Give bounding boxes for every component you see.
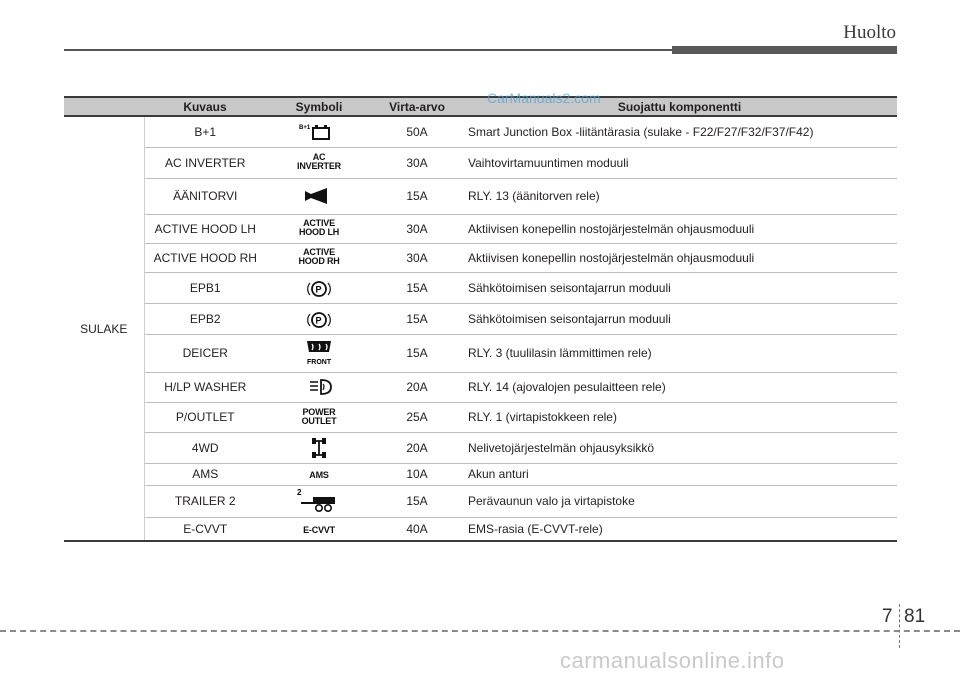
fuse-rating: 30A	[372, 243, 462, 272]
trailer-icon	[295, 487, 343, 515]
header-title: Huolto	[843, 22, 896, 43]
protected-component: Perävaunun valo ja virtapistoke	[462, 485, 897, 517]
symbol-text-line: OUTLET	[301, 415, 337, 426]
protected-component: RLY. 1 (virtapistokkeen rele)	[462, 402, 897, 432]
table-row	[64, 485, 897, 517]
fuse-description: DEICER	[144, 334, 266, 372]
four-wheel-drive-icon	[297, 436, 341, 460]
protected-component: Vaihtovirtamuuntimen moduuli	[462, 147, 897, 178]
symbol-text-line: HOOD LH	[298, 227, 340, 237]
fuse-rating: 30A	[372, 147, 462, 178]
symbol-label	[302, 408, 337, 427]
fuse-description: AMS	[144, 463, 266, 485]
trailer-number: 2	[297, 488, 302, 497]
page-divider	[899, 604, 901, 648]
protected-component: Akun anturi	[462, 463, 897, 485]
fuse-description: B+1	[144, 116, 266, 147]
fuse-rating: 20A	[372, 432, 462, 463]
front-label: FRONT	[307, 359, 332, 366]
section-number: 7	[882, 606, 893, 627]
footer-dashed-rule	[0, 630, 960, 632]
parking-brake-1-icon	[297, 278, 341, 298]
col-header-virta: Virta-arvo	[372, 97, 462, 116]
symbol-cell	[266, 214, 372, 243]
table-row	[64, 116, 897, 147]
symbol-text-line: ACTIVE	[303, 247, 335, 257]
fuse-rating: 15A	[372, 272, 462, 303]
table-row	[64, 147, 897, 178]
symbol-text-line: INVERTER	[297, 161, 341, 171]
fuse-description: 4WD	[144, 432, 266, 463]
fuse-description: H/LP WASHER	[144, 372, 266, 402]
symbol-label	[303, 522, 335, 536]
header-blank	[64, 97, 144, 116]
protected-component: RLY. 14 (ajovalojen pesulaitteen rele)	[462, 372, 897, 402]
symbol-label	[309, 467, 328, 481]
fuse-description: E-CVVT	[144, 517, 266, 541]
table-row	[64, 517, 897, 541]
protected-component: Aktiivisen konepellin nostojärjestelmän ohjausmoduuli	[462, 243, 897, 272]
svg-text:P: P	[315, 284, 322, 294]
headlamp-washer-icon	[297, 376, 341, 398]
fuse-description: EPB2	[144, 303, 266, 334]
header-rule	[64, 49, 672, 51]
fuse-description: ÄÄNITORVI	[144, 178, 266, 214]
symbol-text-line: POWER	[302, 406, 336, 417]
page-number: 81	[904, 606, 926, 627]
fuse-rating: 10A	[372, 463, 462, 485]
symbol-cell	[266, 147, 372, 178]
symbol-cell	[266, 432, 372, 463]
symbol-text-line: ACTIVE	[303, 218, 335, 228]
table-row	[64, 178, 897, 214]
symbol-text-line: E-CVVT	[303, 525, 335, 536]
protected-component: RLY. 3 (tuulilasin lämmittimen rele)	[462, 334, 897, 372]
symbol-cell	[266, 372, 372, 402]
symbol-cell	[266, 517, 372, 541]
bottom-watermark: carmanualsonline.info	[560, 648, 785, 673]
symbol-cell	[266, 463, 372, 485]
table-row	[64, 463, 897, 485]
fuse-rating: 20A	[372, 372, 462, 402]
symbol-cell	[266, 116, 372, 147]
symbol-cell	[266, 303, 372, 334]
table-row	[64, 402, 897, 432]
protected-component: Aktiivisen konepellin nostojärjestelmän ohjausmoduuli	[462, 214, 897, 243]
symbol-text-line: AMS	[309, 470, 329, 481]
symbol-cell	[266, 402, 372, 432]
table-header-row	[64, 97, 897, 116]
symbol-text-line: HOOD RH	[298, 256, 340, 266]
protected-component: Nelivetojärjestelmän ohjausyksikkö	[462, 432, 897, 463]
symbol-cell	[266, 485, 372, 517]
fuse-rating: 15A	[372, 485, 462, 517]
table-row	[64, 372, 897, 402]
symbol-cell	[266, 178, 372, 214]
svg-text:B+1: B+1	[299, 124, 311, 131]
header-bar	[672, 46, 897, 54]
protected-component: Sähkötoimisen seisontajarrun moduuli	[462, 272, 897, 303]
top-watermark: CarManuals2.com	[487, 90, 601, 106]
col-header-komponentti: Suojattu komponentti	[462, 97, 897, 116]
fuse-description: ACTIVE HOOD LH	[144, 214, 266, 243]
symbol-cell	[266, 243, 372, 272]
table-row	[64, 303, 897, 334]
fuse-rating: 25A	[372, 402, 462, 432]
protected-component: Smart Junction Box -liitäntärasia (sulake - F22/F27/F32/F37/F42)	[462, 116, 897, 147]
parking-brake-2-icon	[297, 309, 341, 329]
col-header-kuvaus: Kuvaus	[144, 97, 266, 116]
fuse-description: P/OUTLET	[144, 402, 266, 432]
table-row	[64, 243, 897, 272]
symbol-label	[298, 248, 339, 267]
front-defrost-icon	[297, 338, 341, 368]
fuse-table	[64, 96, 897, 542]
fuse-rating: 15A	[372, 303, 462, 334]
fuse-rating: 15A	[372, 178, 462, 214]
protected-component: RLY. 13 (äänitorven rele)	[462, 178, 897, 214]
battery-icon	[297, 122, 341, 142]
col-header-symboli: Symboli	[266, 97, 372, 116]
fuse-rating: 40A	[372, 517, 462, 541]
fuse-description: TRAILER 2	[144, 485, 266, 517]
symbol-text-line: AC	[312, 152, 326, 162]
table-row	[64, 334, 897, 372]
symbol-label	[299, 219, 339, 238]
symbol-cell	[266, 272, 372, 303]
fuse-description: AC INVERTER	[144, 147, 266, 178]
fuse-description: ACTIVE HOOD RH	[144, 243, 266, 272]
protected-component: EMS-rasia (E-CVVT-rele)	[462, 517, 897, 541]
svg-text:P: P	[315, 315, 322, 325]
category-cell: SULAKE	[64, 116, 144, 541]
fuse-rating: 30A	[372, 214, 462, 243]
horn-icon	[297, 185, 341, 207]
fuse-description: EPB1	[144, 272, 266, 303]
table-row	[64, 432, 897, 463]
protected-component: Sähkötoimisen seisontajarrun moduuli	[462, 303, 897, 334]
fuse-rating: 15A	[372, 334, 462, 372]
table-row	[64, 214, 897, 243]
fuse-rating: 50A	[372, 116, 462, 147]
table-row	[64, 272, 897, 303]
symbol-label	[297, 153, 341, 172]
symbol-cell	[266, 334, 372, 372]
